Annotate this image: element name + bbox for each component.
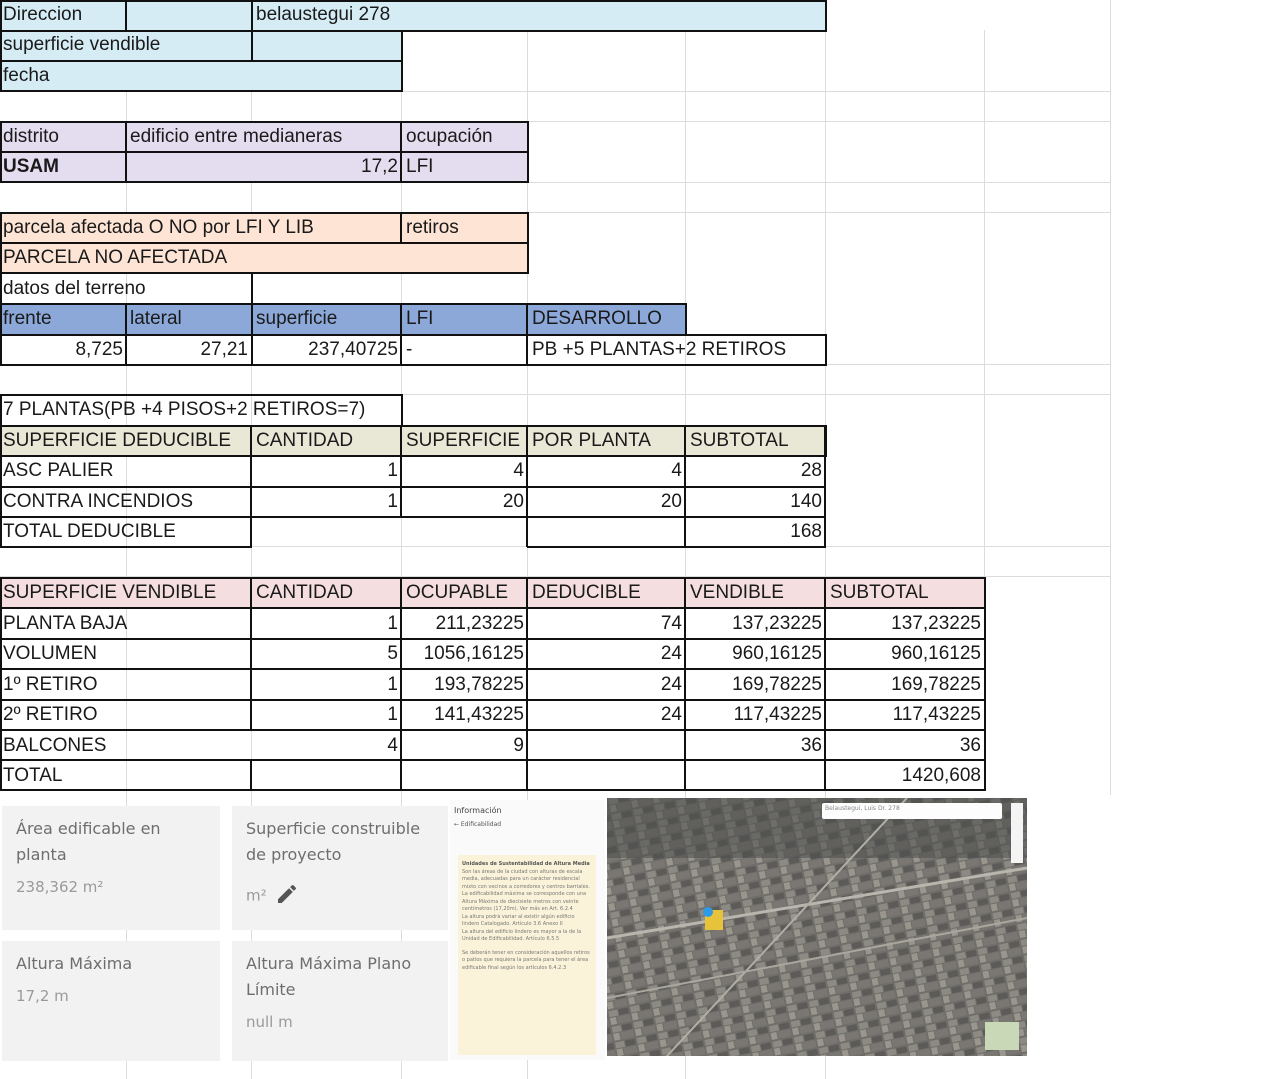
gridline (0, 546, 1110, 547)
cell-distrito-h2[interactable]: edificio entre medianeras (130, 126, 343, 147)
cell-ven-r4-c4[interactable]: 36 (800, 735, 822, 756)
cell-distrito-h1[interactable]: distrito (3, 126, 59, 147)
gridline (0, 364, 1110, 365)
cell-ded-r1-c4[interactable]: 140 (790, 491, 822, 512)
cell-terreno-h2[interactable]: superficie (256, 308, 338, 329)
card-altura-maxima[interactable] (2, 941, 220, 1061)
cell-ded-r1-c1[interactable]: 1 (387, 491, 398, 512)
cell-parcela-label[interactable]: parcela afectada O NO por LFI Y LIB (3, 217, 314, 238)
card-area-label: Área edificable en planta (16, 819, 161, 864)
cell-ven-r3-c1[interactable]: 1 (387, 704, 398, 725)
map-view[interactable] (607, 798, 1027, 1056)
cell-ven-r2-c1[interactable]: 1 (387, 674, 398, 695)
info-text2: La altura podrá variar al existir algún edificio lindero Catalogado. Artículo 3.6 Anexo II (462, 913, 575, 927)
info-text: Son las áreas de la ciudad con alturas de escala media, adecuadas para un carácter residencial mixto con vecinos a corredores y centros barriales. La edificabilidad máxima se corresponde con una Altura Máxima de diecisiete metros con veinte centímetros (17,20m). Ver más en Art. 6.2.4 (462, 868, 590, 912)
cell-retiros[interactable]: retiros (406, 217, 459, 238)
cell-ded-r1-c3[interactable]: 20 (660, 491, 682, 512)
info-panel (450, 800, 605, 1060)
cell-ded-h3[interactable]: POR PLANTA (532, 430, 651, 451)
gridline (984, 30, 985, 790)
cell-ven-r1-c1[interactable]: 5 (387, 643, 398, 664)
info-text4: Se deberán tener en consideración aquellos retiros o patios que requiera la parcela para tener el área edificable final según los artículos 6.4.2.3 (462, 949, 590, 971)
city-aerial-image (607, 798, 1027, 1056)
cell-ded-r0-c0[interactable]: ASC PALIER (3, 460, 114, 481)
map-search-input[interactable]: Belaustegui, Luis Dr. 278 (825, 805, 900, 812)
cell-ven-r0-c4[interactable]: 137,23225 (732, 613, 822, 634)
cell-distrito-v2[interactable]: 17,2 (361, 156, 398, 177)
cell-ven-r0-c3[interactable]: 74 (660, 613, 682, 634)
gridline (1110, 0, 1111, 795)
cell-terreno-v0[interactable]: 8,725 (75, 339, 123, 360)
cell-ven-r2-c0[interactable]: 1º RETIRO (3, 674, 98, 695)
cell-ven-r5-c0[interactable]: TOTAL (3, 765, 63, 786)
cell-ven-r5-c5[interactable]: 1420,608 (901, 765, 981, 786)
cell-distrito-v1[interactable]: USAM (3, 156, 59, 177)
cell-parcela-value[interactable]: PARCELA NO AFECTADA (3, 247, 228, 268)
cell-ven-r1-c3[interactable]: 24 (660, 643, 682, 664)
cell-ven-r3-c0[interactable]: 2º RETIRO (3, 704, 98, 725)
card-altura-plano-value: null m (246, 1013, 293, 1031)
cell-ded-h1[interactable]: CANTIDAD (256, 430, 354, 451)
cell-ven-r0-c2[interactable]: 211,23225 (435, 613, 524, 634)
cell-ven-r3-c4[interactable]: 117,43225 (733, 704, 822, 725)
cell-terreno-h0[interactable]: frente (3, 308, 52, 329)
cell-ded-r2-c0[interactable]: TOTAL DEDUCIBLE (3, 521, 176, 542)
cell-terreno-v3[interactable]: - (406, 339, 413, 360)
cell-fecha-label[interactable]: fecha (3, 65, 50, 86)
cell-ven-h2[interactable]: OCUPABLE (406, 582, 509, 603)
cell-ven-r0-c0[interactable]: PLANTA BAJA (3, 613, 128, 634)
cell-ded-r2-c4[interactable]: 168 (790, 521, 822, 542)
card-superficie-construible[interactable] (232, 806, 448, 930)
cell-ven-r2-c3[interactable]: 24 (660, 674, 682, 695)
card-area-edificable[interactable] (2, 806, 220, 930)
cell-ded-r0-c2[interactable]: 4 (513, 460, 524, 481)
cell-ven-h4[interactable]: VENDIBLE (690, 582, 784, 603)
cell-ven-r4-c0[interactable]: BALCONES (3, 735, 107, 756)
cell-terreno-label[interactable]: datos del terreno (3, 278, 146, 299)
cell-ded-h4[interactable]: SUBTOTAL (690, 430, 789, 451)
cell-terreno-h4[interactable]: DESARROLLO (532, 308, 662, 329)
card-sup-value: m² (246, 886, 267, 905)
cell-distrito-h3[interactable]: ocupación (406, 126, 493, 147)
cell-ven-r3-c5[interactable]: 117,43225 (892, 704, 981, 725)
cell-ven-r4-c1[interactable]: 4 (387, 735, 398, 756)
cell-ven-r1-c2[interactable]: 1056,16125 (423, 643, 524, 664)
cell-terreno-h1[interactable]: lateral (130, 308, 182, 329)
cell-ded-r1-c0[interactable]: CONTRA INCENDIOS (3, 491, 194, 512)
cell-plantas-title[interactable]: 7 PLANTAS(PB +4 PISOS+2 RETIROS=7) (3, 399, 366, 420)
cell-ven-r3-c2[interactable]: 141,43225 (434, 704, 524, 725)
cell-distrito-v3[interactable]: LFI (406, 156, 434, 177)
info-text3: La altura del edificio lindero es mayor a la de la Unidad de Edificabilidad. Artículo 6.5.5 (462, 928, 582, 942)
cell-ded-h2[interactable]: SUPERFICIE (406, 430, 521, 451)
cell-ven-r2-c5[interactable]: 169,78225 (891, 674, 981, 695)
card-sup-label: Superficie construible de proyecto (246, 819, 421, 864)
cell-ven-h0[interactable]: SUPERFICIE VENDIBLE (3, 582, 217, 603)
cell-ven-r2-c4[interactable]: 169,78225 (732, 674, 822, 695)
cell-terreno-v2[interactable]: 237,40725 (308, 339, 398, 360)
cell-ven-h5[interactable]: SUBTOTAL (830, 582, 929, 603)
cell-ded-r0-c1[interactable]: 1 (387, 460, 398, 481)
cell-ded-h0[interactable]: SUPERFICIE DEDUCIBLE (3, 430, 232, 451)
cell-ded-r0-c3[interactable]: 4 (671, 460, 682, 481)
cell-ven-r3-c3[interactable]: 24 (660, 704, 682, 725)
cell-ven-r2-c2[interactable]: 193,78225 (434, 674, 524, 695)
cell-ded-r0-c4[interactable]: 28 (800, 460, 822, 481)
cell-superficie-label[interactable]: superficie vendible (3, 34, 161, 55)
pencil-icon[interactable] (275, 882, 299, 910)
cell-ven-r4-c5[interactable]: 36 (959, 735, 981, 756)
cell-terreno-h3[interactable]: LFI (406, 308, 434, 329)
card-sup-value-row (246, 882, 434, 910)
cell-ven-h3[interactable]: DEDUCIBLE (532, 582, 641, 603)
gridline (0, 91, 1110, 92)
info-title: Información (454, 806, 502, 815)
info-note (458, 855, 596, 1055)
cell-terreno-v4[interactable]: PB +5 PLANTAS+2 RETIROS (532, 339, 787, 360)
card-area-value: 238,362 m² (16, 878, 104, 896)
card-altura-plano-label: Altura Máxima Plano Límite (246, 954, 412, 999)
cell-ven-r0-c1[interactable]: 1 (387, 613, 398, 634)
cell-ded-r1-c2[interactable]: 20 (502, 491, 524, 512)
cell-ven-r1-c5[interactable]: 960,16125 (891, 643, 981, 664)
cell-ven-r1-c0[interactable]: VOLUMEN (3, 643, 97, 664)
info-heading: Unidades de Sustentabilidad de Altura Media (462, 861, 590, 867)
cell-direccion-value[interactable]: belaustegui 278 (256, 4, 391, 25)
card-altura-plano[interactable] (232, 941, 448, 1061)
cell-terreno-v1[interactable]: 27,21 (200, 339, 248, 360)
info-back-link[interactable]: ← Edificabilidad (454, 821, 502, 828)
card-altura-value: 17,2 m (16, 987, 69, 1005)
gridline (0, 182, 1110, 183)
card-altura-label: Altura Máxima (16, 954, 133, 973)
cell-ven-h1[interactable]: CANTIDAD (256, 582, 354, 603)
cell-ven-r1-c4[interactable]: 960,16125 (732, 643, 822, 664)
cell-ven-r4-c2[interactable]: 9 (513, 735, 524, 756)
cell-ven-r0-c5[interactable]: 137,23225 (891, 613, 981, 634)
cell-direccion-label[interactable]: Direccion (3, 4, 83, 25)
